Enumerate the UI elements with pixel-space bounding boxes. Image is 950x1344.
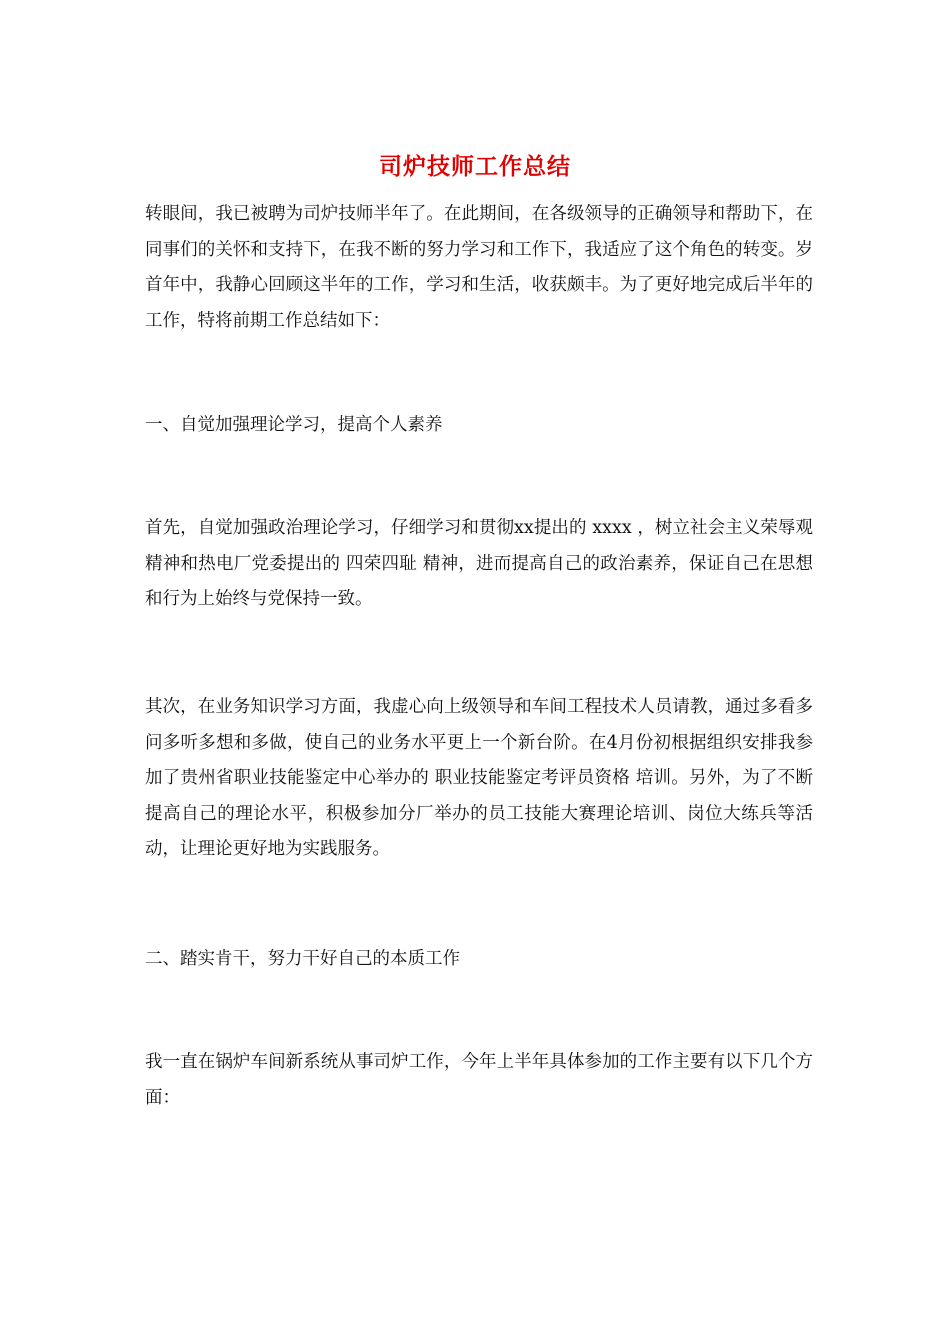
- document-title: 司炉技师工作总结: [379, 153, 571, 180]
- section-1-paragraph-2: 其次，在业务知识学习方面，我虚心向上级领导和车间工程技术人员请教，通过多看多问多听多想和多做，使自己的业务水平更上一个新台阶。在4月份初根据组织安排我参加了贵州省职业技能鉴定中心举办的 职业技能鉴定考评员资格 培训。另外，为了不断提高自己的理论水平，积极参加分厂举办的员工技能大赛理论培训、岗位大练兵等活动，让理论更好地为实践服务。: [145, 697, 813, 859]
- section-2-paragraph-1: 我一直在锅炉车间新系统从事司炉工作，今年上半年具体参加的工作主要有以下几个方面：: [145, 1052, 813, 1108]
- intro-paragraph: 转眼间，我已被聘为司炉技师半年了。在此期间，在各级领导的正确领导和帮助下，在同事们的关怀和支持下，在我不断的努力学习和工作下，我适应了这个角色的转变。岁首年中，我静心回顾这半年的工作，学习和生活，收获颇丰。为了更好地完成后半年的工作，特将前期工作总结如下：: [145, 204, 813, 331]
- section-1-paragraph-1: 首先，自觉加强政治理论学习，仔细学习和贯彻xx提出的 xxxx ，树立社会主义荣辱观精神和热电厂党委提出的 四荣四耻 精神，进而提高自己的政治素养，保证自己在思想和行为上始终与党保持一致。: [145, 518, 813, 609]
- section-1-heading: 一、自觉加强理论学习，提高个人素养: [145, 415, 443, 435]
- section-2-heading: 二、踏实肯干，努力干好自己的本质工作: [145, 949, 460, 969]
